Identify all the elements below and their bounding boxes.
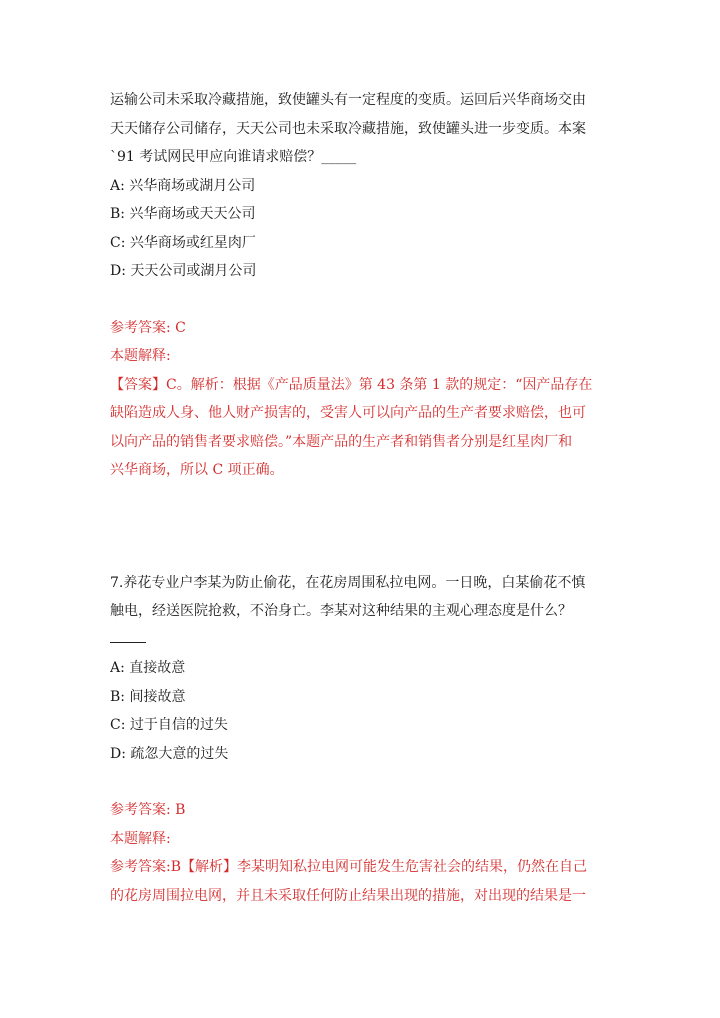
q6-option-a: A: 兴华商场或湖月公司 [110, 177, 256, 194]
q6-answer: 参考答案: C [110, 319, 186, 336]
q6-option-d: D: 天天公司或湖月公司 [110, 263, 257, 279]
spacer [110, 485, 610, 541]
q7-option-c: C: 过于自信的过失 [110, 717, 228, 733]
q7-answer: 参考答案: B [110, 802, 186, 818]
q7-stem-line: 触电，经送医院抢救，不治身亡。李某对这种结果的主观心理态度是什么？ [110, 603, 572, 619]
q7-explanation [110, 853, 610, 910]
q6-explain-label: 本题解释: [110, 348, 171, 364]
document-page [110, 86, 610, 910]
spacer [110, 541, 610, 569]
blank-underline [110, 626, 146, 643]
q6-options [110, 172, 610, 286]
spacer [110, 768, 610, 796]
q6-explain-line: 缺陷造成人身、他人财产损害的，受害人可以向产品的生产者要求赔偿，也可 [110, 405, 586, 421]
q6-stem-line: `91 考试网民甲应向谁请求赔偿？_____ [110, 149, 357, 165]
q6-stem-line: 运输公司未采取冷藏措施，致使罐头有一定程度的变质。运回后兴华商场交由 [110, 92, 586, 108]
q7-option-a: A: 直接故意 [110, 660, 186, 676]
q7-answer-blank [110, 626, 610, 655]
q6-explain-line: 【答案】C。解析：根据《产品质量法》第 43 条第 1 款的规定：“因产品存在 [110, 376, 593, 393]
q7-option-b: B: 间接故意 [110, 688, 186, 705]
q6-option-c: C: 兴华商场或红星肉厂 [110, 234, 256, 251]
q7-options [110, 654, 610, 768]
q6-explain-line: 以向产品的销售者要求赔偿。”本题产品的生产者和销售者分别是红星肉厂和 [110, 433, 573, 450]
q6-option-b: B: 兴华商场或天天公司 [110, 206, 256, 222]
q6-stem-line: 天天储存公司储存，天天公司也未采取冷藏措施，致使罐头进一步变质。本案 [110, 120, 586, 137]
q7-explain-label: 本题解释: [110, 830, 171, 847]
q7-option-d: D: 疏忽大意的过失 [110, 745, 229, 762]
q7-explain-line: 的花房周围拉电网，并且未采取任何防止结果出现的措施，对出现的结果是一 [110, 887, 586, 904]
q7-stem-line: 7.养花专业户李某为防止偷花，在花房周围私拉电网。一日晚，白某偷花不慎 [110, 574, 586, 591]
spacer [110, 286, 610, 314]
q7-stem [110, 569, 610, 655]
q6-stem [110, 86, 610, 172]
q6-explanation [110, 371, 610, 485]
q6-explain-line: 兴华商场，所以 C 项正确。 [110, 462, 284, 478]
q7-explain-line: 参考答案:B【解析】李某明知私拉电网可能发生危害社会的结果，仍然在自己 [110, 859, 588, 875]
